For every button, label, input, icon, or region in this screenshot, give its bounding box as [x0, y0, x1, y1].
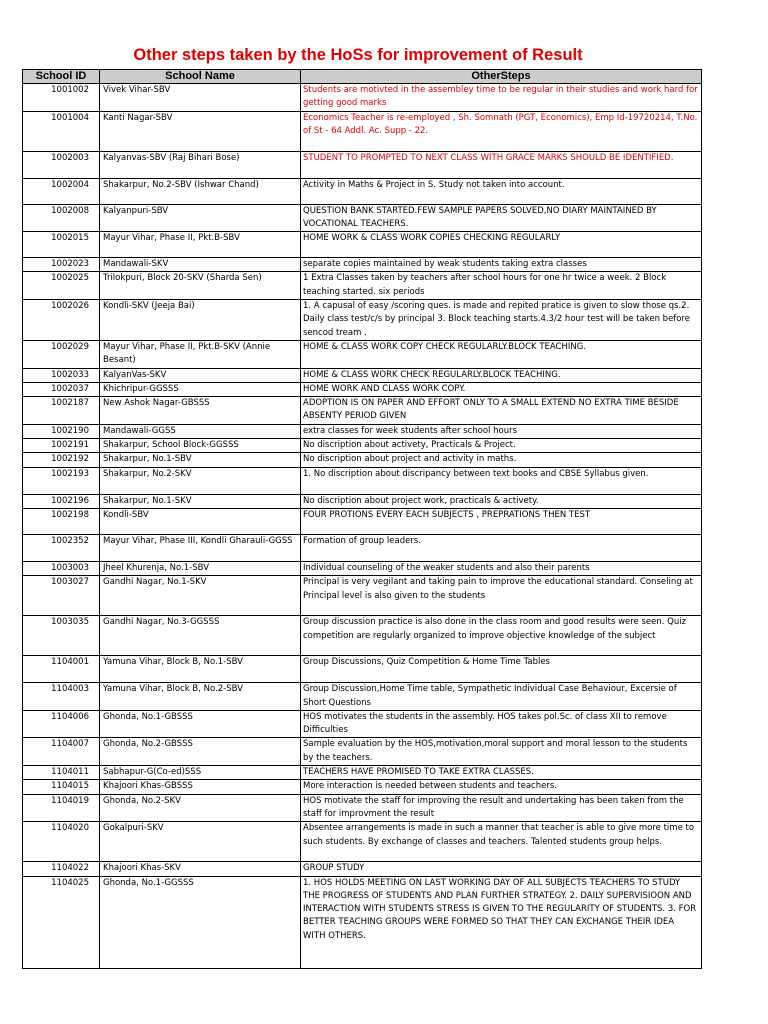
- page-title: Other steps taken by the HoSs for improvement of Result: [133, 46, 583, 64]
- school-id-cell: 1104007: [23, 738, 100, 766]
- other-steps-cell: Principal is very vegilant and taking pain to improve the educational standard. Conseling at Principal level is also given to the students: [301, 576, 702, 616]
- school-name-cell: Gandhi Nagar, No.3-GGSSS: [100, 616, 301, 656]
- other-steps-cell: Individual counseling of the weaker students and also their parents: [301, 561, 702, 575]
- other-steps-cell: Group Discussion,Home Time table, Sympathetic Individual Case Behaviour, Excersie of Short Questions: [301, 683, 702, 711]
- other-steps-cell: QUESTION BANK STARTED.FEW SAMPLE PAPERS SOLVED,NO DIARY MAINTAINED BY VOCATIONAL TEACHERS.: [301, 204, 702, 232]
- school-id-cell: 1002003: [23, 151, 100, 178]
- column-header-school-id: School ID: [23, 70, 100, 84]
- other-steps-cell: Students are motivted in the assembley time to be regular in their studies and work hard for getting good marks: [301, 84, 702, 112]
- school-id-cell: 1003027: [23, 576, 100, 616]
- school-id-cell: 1002029: [23, 340, 100, 368]
- table-row: [23, 683, 702, 711]
- school-id-cell: 1104003: [23, 683, 100, 711]
- other-steps-cell: extra classes for week students after school hours: [301, 424, 702, 438]
- school-id-cell: 1002008: [23, 204, 100, 232]
- table-row: [23, 780, 702, 794]
- table-row: [23, 876, 702, 968]
- other-steps-cell: No discription about project work, practicals & activety.: [301, 494, 702, 508]
- school-name-cell: Shakarpur, No.2-SBV (Ishwar Chand): [100, 178, 301, 204]
- table-header-row: [23, 70, 702, 84]
- other-steps-cell: HOS motivate the staff for improving the result and undertaking has been taken from the staff for improvment the result: [301, 794, 702, 822]
- table-row: [23, 439, 702, 453]
- other-steps-table: [22, 69, 702, 969]
- school-name-cell: Shakarpur, School Block-GGSSS: [100, 439, 301, 453]
- school-name-cell: Kondli-SKV (Jeeja Bai): [100, 300, 301, 341]
- school-name-cell: Jheel Khurenja, No.1-SBV: [100, 561, 301, 575]
- other-steps-cell: More interaction is needed between students and teachers.: [301, 780, 702, 794]
- other-steps-cell: No discription about project and activity in maths.: [301, 453, 702, 467]
- school-id-cell: 1002033: [23, 368, 100, 382]
- school-id-cell: 1104025: [23, 876, 100, 968]
- school-name-cell: Mayur Vihar, Phase II, Pkt.B-SBV: [100, 232, 301, 258]
- school-name-cell: Gandhi Nagar, No.1-SKV: [100, 576, 301, 616]
- table-row: [23, 576, 702, 616]
- other-steps-cell: Absentee arrangements is made in such a manner that teacher is able to give more time to such students. By exchange of classes and teachers. Talented students group helps.: [301, 822, 702, 862]
- school-id-cell: 1104015: [23, 780, 100, 794]
- table-row: [23, 397, 702, 425]
- table-row: [23, 368, 702, 382]
- school-id-cell: 1003003: [23, 561, 100, 575]
- other-steps-cell: TEACHERS HAVE PROMISED TO TAKE EXTRA CLASSES.: [301, 766, 702, 780]
- table-row: [23, 424, 702, 438]
- school-name-cell: Yamuna Vihar, Block B, No.2-SBV: [100, 683, 301, 711]
- table-row: [23, 766, 702, 780]
- other-steps-cell: STUDENT TO PROMPTED TO NEXT CLASS WITH GRACE MARKS SHOULD BE IDENTIFIED.: [301, 151, 702, 178]
- table-row: [23, 258, 702, 272]
- table-row: [23, 656, 702, 683]
- school-name-cell: Shakarpur, No.1-SKV: [100, 494, 301, 508]
- table-row: [23, 453, 702, 467]
- school-name-cell: Khajoori Khas-SKV: [100, 862, 301, 876]
- table-row: [23, 822, 702, 862]
- table-row: [23, 382, 702, 396]
- school-name-cell: Ghonda, No.2-GBSSS: [100, 738, 301, 766]
- school-id-cell: 1002196: [23, 494, 100, 508]
- school-id-cell: 1002037: [23, 382, 100, 396]
- other-steps-cell: HOME & CLASS WORK CHECK REGULARLY.BLOCK TEACHING.: [301, 368, 702, 382]
- other-steps-cell: 1. A capusal of easy /scoring ques. is made and repited pratice is given to slow those qs.2. Daily class test/c/s by principal 3. Block teaching starts.4.3/2 hour test will be taken before sencod tream .: [301, 300, 702, 341]
- school-name-cell: Mandawali-GGSS: [100, 424, 301, 438]
- school-name-cell: Trilokpuri, Block 20-SKV (Sharda Sen): [100, 272, 301, 300]
- school-name-cell: Ghonda, No.1-GBSSS: [100, 710, 301, 738]
- school-id-cell: 1002191: [23, 439, 100, 453]
- table-row: [23, 616, 702, 656]
- school-name-cell: Mandawali-SKV: [100, 258, 301, 272]
- table-row: [23, 151, 702, 178]
- school-id-cell: 1002352: [23, 534, 100, 561]
- school-name-cell: Kalyanvas-SBV (Raj Bihari Bose): [100, 151, 301, 178]
- other-steps-cell: 1. No discription about discripancy between text books and CBSE Syllabus given.: [301, 467, 702, 494]
- school-id-cell: 1002004: [23, 178, 100, 204]
- school-name-cell: Mayur Vihar, Phase II, Pkt.B-SKV (Annie Besant): [100, 340, 301, 368]
- school-id-cell: 1104006: [23, 710, 100, 738]
- other-steps-cell: Activity in Maths & Project in S. Study not taken into account.: [301, 178, 702, 204]
- table-row: [23, 84, 702, 112]
- other-steps-cell: HOME & CLASS WORK COPY CHECK REGULARLY.BLOCK TEACHING.: [301, 340, 702, 368]
- table-row: [23, 794, 702, 822]
- school-name-cell: Gokalpuri-SKV: [100, 822, 301, 862]
- school-name-cell: Shakarpur, No.2-SKV: [100, 467, 301, 494]
- table-row: [23, 467, 702, 494]
- other-steps-cell: FOUR PROTIONS EVERY EACH SUBJECTS , PREPRATIONS THEN TEST: [301, 508, 702, 534]
- other-steps-cell: HOME WORK & CLASS WORK COPIES CHECKING REGULARLY: [301, 232, 702, 258]
- table-row: [23, 300, 702, 341]
- school-id-cell: 1002026: [23, 300, 100, 341]
- school-name-cell: Sabhapur-G(Co-ed)SSS: [100, 766, 301, 780]
- table-row: [23, 862, 702, 876]
- school-name-cell: Khajoori Khas-GBSSS: [100, 780, 301, 794]
- other-steps-cell: Group Discussions, Quiz Competition & Home Time Tables: [301, 656, 702, 683]
- other-steps-cell: 1. HOS HOLDS MEETING ON LAST WORKING DAY OF ALL SUBJECTS TEACHERS TO STUDY THE PROGRESS OF STUDENTS AND PLAN FURTHER STRATEGY. 2. DAILY SUPERVISIOON AND INTERACTION WITH STUDENTS STRESS IS GIVEN TO THE REGULARITY OF STUDENTS. 3. FOR BETTER TEACHING GROUPS WERE FORMED SO THAT THEY CAN EXCHANGE THEIR IDEA WITH OTHERS.: [301, 876, 702, 968]
- school-id-cell: 1104020: [23, 822, 100, 862]
- school-id-cell: 1104019: [23, 794, 100, 822]
- other-steps-cell: Group discussion practice is also done in the class room and good results were seen. Quiz competition are regularly organized to improve objective knowledge of the subject: [301, 616, 702, 656]
- school-id-cell: 1002192: [23, 453, 100, 467]
- column-header-school-name: School Name: [100, 70, 301, 84]
- table-row: [23, 494, 702, 508]
- school-id-cell: 1104011: [23, 766, 100, 780]
- school-id-cell: 1002187: [23, 397, 100, 425]
- table-row: [23, 272, 702, 300]
- other-steps-cell: Economics Teacher is re-employed , Sh. Somnath (PGT, Economics), Emp Id-19720214, T.No. of St - 64 Addl. Ac. Supp - 22.: [301, 111, 702, 151]
- school-id-cell: 1002015: [23, 232, 100, 258]
- other-steps-cell: GROUP STUDY: [301, 862, 702, 876]
- table-row: [23, 111, 702, 151]
- school-id-cell: 1002193: [23, 467, 100, 494]
- table-row: [23, 178, 702, 204]
- other-steps-cell: Formation of group leaders.: [301, 534, 702, 561]
- school-name-cell: Ghonda, No.2-SKV: [100, 794, 301, 822]
- school-id-cell: 1002190: [23, 424, 100, 438]
- school-name-cell: Vivek Vihar-SBV: [100, 84, 301, 112]
- table-row: [23, 561, 702, 575]
- school-name-cell: Khichripur-GGSSS: [100, 382, 301, 396]
- other-steps-cell: Sample evaluation by the HOS,motivation,moral support and moral lesson to the students by the teachers.: [301, 738, 702, 766]
- school-id-cell: 1002198: [23, 508, 100, 534]
- school-name-cell: Kanti Nagar-SBV: [100, 111, 301, 151]
- other-steps-cell: HOME WORK AND CLASS WORK COPY.: [301, 382, 702, 396]
- school-name-cell: Shakarpur, No.1-SBV: [100, 453, 301, 467]
- school-id-cell: 1002025: [23, 272, 100, 300]
- table-row: [23, 534, 702, 561]
- school-id-cell: 1001004: [23, 111, 100, 151]
- other-steps-cell: separate copies maintained by weak students taking extra classes: [301, 258, 702, 272]
- school-name-cell: Ghonda, No.1-GGSSS: [100, 876, 301, 968]
- school-name-cell: KalyanVas-SKV: [100, 368, 301, 382]
- table-row: [23, 710, 702, 738]
- school-id-cell: 1003035: [23, 616, 100, 656]
- school-name-cell: New Ashok Nagar-GBSSS: [100, 397, 301, 425]
- table-row: [23, 204, 702, 232]
- school-id-cell: 1001002: [23, 84, 100, 112]
- other-steps-cell: 1 Extra Classes taken by teachers after school hours for one hr twice a week. 2 Block teaching started. six periods: [301, 272, 702, 300]
- table-row: [23, 232, 702, 258]
- other-steps-cell: No discription about activety, Practicals & Project.: [301, 439, 702, 453]
- school-id-cell: 1104022: [23, 862, 100, 876]
- school-id-cell: 1002023: [23, 258, 100, 272]
- table-row: [23, 340, 702, 368]
- other-steps-cell: HOS motivates the students in the assembly. HOS takes pol.Sc. of class XII to remove Difficulties: [301, 710, 702, 738]
- column-header-other-steps: OtherSteps: [301, 70, 702, 84]
- school-name-cell: Kalyanpuri-SBV: [100, 204, 301, 232]
- school-id-cell: 1104001: [23, 656, 100, 683]
- table-row: [23, 508, 702, 534]
- other-steps-cell: ADOPTION IS ON PAPER AND EFFORT ONLY TO A SMALL EXTEND NO EXTRA TIME BESIDE ABSENTY PERIOD GIVEN: [301, 397, 702, 425]
- school-name-cell: Kondli-SBV: [100, 508, 301, 534]
- school-name-cell: Mayur Vihar, Phase III, Kondli Gharauli-GGSS: [100, 534, 301, 561]
- table-row: [23, 738, 702, 766]
- table-body: [23, 84, 702, 969]
- school-name-cell: Yamuna Vihar, Block B, No.1-SBV: [100, 656, 301, 683]
